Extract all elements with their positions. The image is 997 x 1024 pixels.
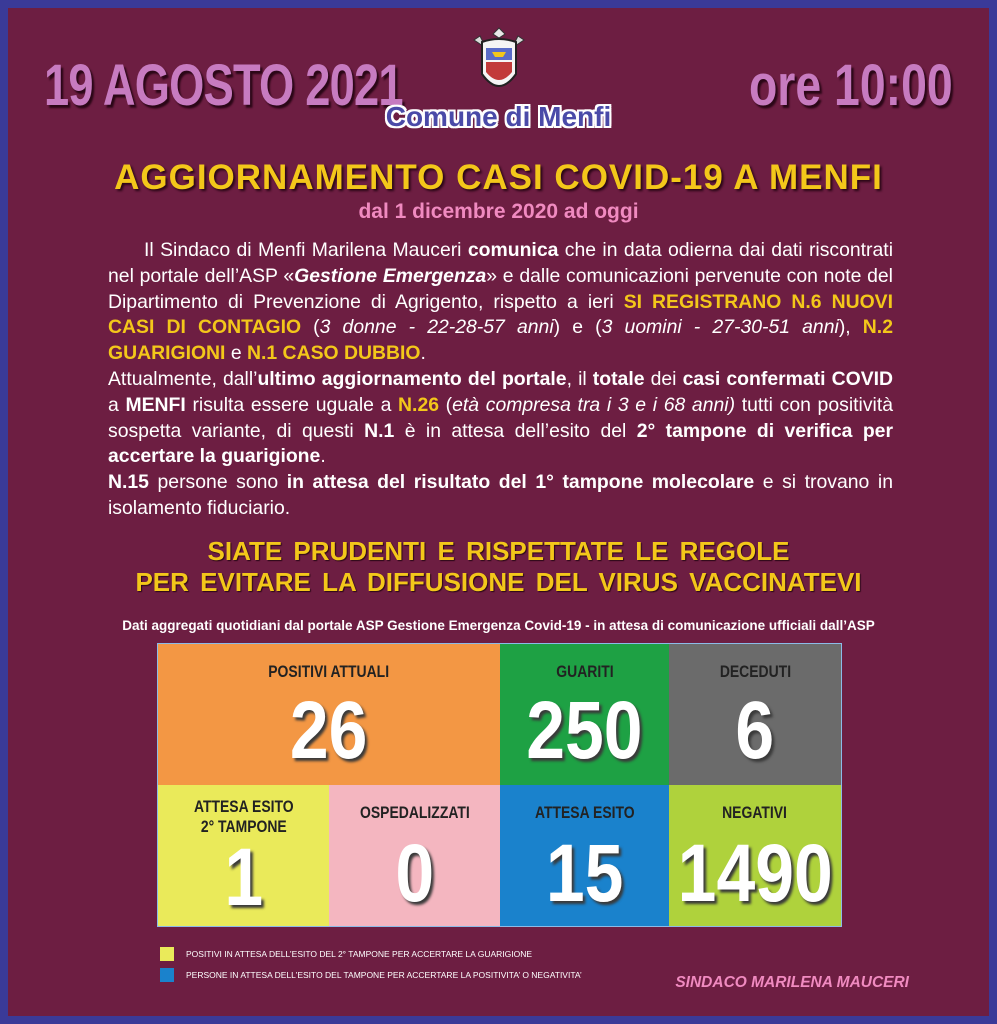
tile-label: POSITIVI ATTUALI xyxy=(268,662,390,681)
text-run: N.2 GUARIGIONI xyxy=(108,316,893,365)
text-run: dei xyxy=(644,367,683,390)
bulletin-paragraph xyxy=(108,367,893,470)
text-run: e si trovano in isolamento fiduciario. xyxy=(108,471,893,519)
legend-item xyxy=(160,968,582,982)
text-run: ultimo aggiornamento del portale xyxy=(257,367,567,390)
text-run: tutti con positività sospetta variante, di questi xyxy=(108,393,893,442)
appeal-line-1: SIATE PRUDENTI E RISPETTATE LE REGOLE xyxy=(207,536,790,566)
tile-label: GUARITI xyxy=(555,662,614,681)
tile-label: DECEDUTI xyxy=(719,662,791,681)
tile-guariti xyxy=(500,644,669,785)
text-run: Il Sindaco di Menfi Marilena Mauceri xyxy=(144,239,468,261)
text-run: totale xyxy=(592,367,645,390)
stats-grid xyxy=(157,643,842,927)
legend-item xyxy=(160,947,532,961)
text-run: , il xyxy=(566,367,593,390)
text-run: ( xyxy=(301,316,320,339)
tile-attesa-esito xyxy=(500,785,669,926)
legend-swatch-blue xyxy=(160,968,174,982)
text-run: N.15 xyxy=(108,471,149,494)
text-run: 2° tampone di verifica per accertare la guarigione xyxy=(108,419,893,468)
text-run: 3 donne - 22-28-57 anni xyxy=(319,316,554,339)
bulletin-paragraph xyxy=(108,238,893,367)
tile-value: 6 xyxy=(735,685,775,776)
tile-label-line: 2° TAMPONE xyxy=(200,817,287,836)
text-run: . xyxy=(420,342,426,365)
text-run: N.1 xyxy=(364,419,395,442)
text-run: Gestione Emergenza xyxy=(294,264,487,287)
tile-label: ATTESA ESITO xyxy=(534,803,635,822)
tile-ospedalizzati xyxy=(329,785,500,926)
text-run: . xyxy=(320,445,326,468)
headline: AGGIORNAMENTO CASI COVID-19 A MENFI xyxy=(114,158,883,197)
stats-caption: Dati aggregati quotidiani dal portale ASP Gestione Emergenza Covid-19 - in attesa di comunicazione ufficiali dall’ASP xyxy=(122,618,875,633)
tile-label xyxy=(194,797,294,837)
text-run: ), xyxy=(838,316,863,339)
text-run: ) e ( xyxy=(553,316,602,339)
poster xyxy=(8,8,989,1016)
text-run: a xyxy=(108,393,126,416)
text-run: N.1 CASO DUBBIO xyxy=(247,342,421,365)
text-run: che in data odierna dai dati riscontrati nel portale dell’ASP « xyxy=(108,239,893,287)
tile-positivi-attuali xyxy=(158,644,500,785)
text-run: è in attesa dell’esito del xyxy=(394,419,637,442)
tile-label: OSPEDALIZZATI xyxy=(359,803,470,822)
bulletin-paragraph xyxy=(108,470,893,522)
tile-value: 15 xyxy=(545,828,624,919)
text-run: comunica xyxy=(467,239,559,261)
text-run: in attesa del risultato del 1° tampone molecolare xyxy=(286,471,755,494)
tile-attesa-esito-2-tampone xyxy=(158,785,329,926)
tile-deceduti xyxy=(669,644,841,785)
text-run: e xyxy=(225,342,247,365)
text-run: età compresa tra i 3 e i 68 anni) xyxy=(452,393,736,416)
tile-value: 0 xyxy=(395,828,434,919)
municipal-crest-icon xyxy=(470,26,528,100)
tile-value: 26 xyxy=(290,685,368,776)
text-run: casi confermati COVID xyxy=(682,367,894,390)
text-run: » e dalle comunicazioni pervenute con note del Dipartimento di Prevenzione di Agrigento, rispetto a ieri xyxy=(108,264,893,313)
tile-label-line: ATTESA ESITO xyxy=(193,797,294,816)
tile-value: 250 xyxy=(526,685,643,776)
subheadline: dal 1 dicembre 2020 ad oggi xyxy=(358,200,639,223)
legend-text: PERSONE IN ATTESA DELL’ESITO DEL TAMPONE PER ACCERTARE LA POSITIVITA’ O NEGATIVITA’ xyxy=(186,970,582,980)
text-run: ( xyxy=(439,393,453,416)
text-run: 3 uomini - 27-30-51 anni xyxy=(601,316,839,339)
text-run: persone sono xyxy=(148,471,287,494)
tile-value: 1 xyxy=(224,832,263,923)
legend-swatch-yellow xyxy=(160,947,174,961)
signature: SINDACO MARILENA MAUCERI xyxy=(675,974,909,991)
text-run: risulta essere uguale a xyxy=(185,393,399,416)
text-run: Attualmente, dall’ xyxy=(108,367,258,390)
text-run: SI REGISTRANO N.6 NUOVI CASI DI CONTAGIO xyxy=(108,290,893,339)
appeal-line-2: PER EVITARE LA DIFFUSIONE DEL VIRUS VACCINATEVI xyxy=(135,567,862,597)
text-run: MENFI xyxy=(125,393,186,416)
appeal-message xyxy=(8,536,989,598)
tile-negativi xyxy=(669,785,841,926)
time-heading: ore 10:00 xyxy=(749,53,953,118)
municipality-name: Comune di Menfi xyxy=(385,101,612,132)
date-heading: 19 AGOSTO 2021 xyxy=(44,53,403,118)
tile-label: NEGATIVI xyxy=(722,803,788,822)
text-run: N.26 xyxy=(398,393,440,416)
tile-value: 1490 xyxy=(677,828,833,919)
bulletin-text xyxy=(108,238,893,522)
legend-text: POSITIVI IN ATTESA DELL’ESITO DEL 2° TAMPONE PER ACCERTARE LA GUARIGIONE xyxy=(186,949,533,959)
